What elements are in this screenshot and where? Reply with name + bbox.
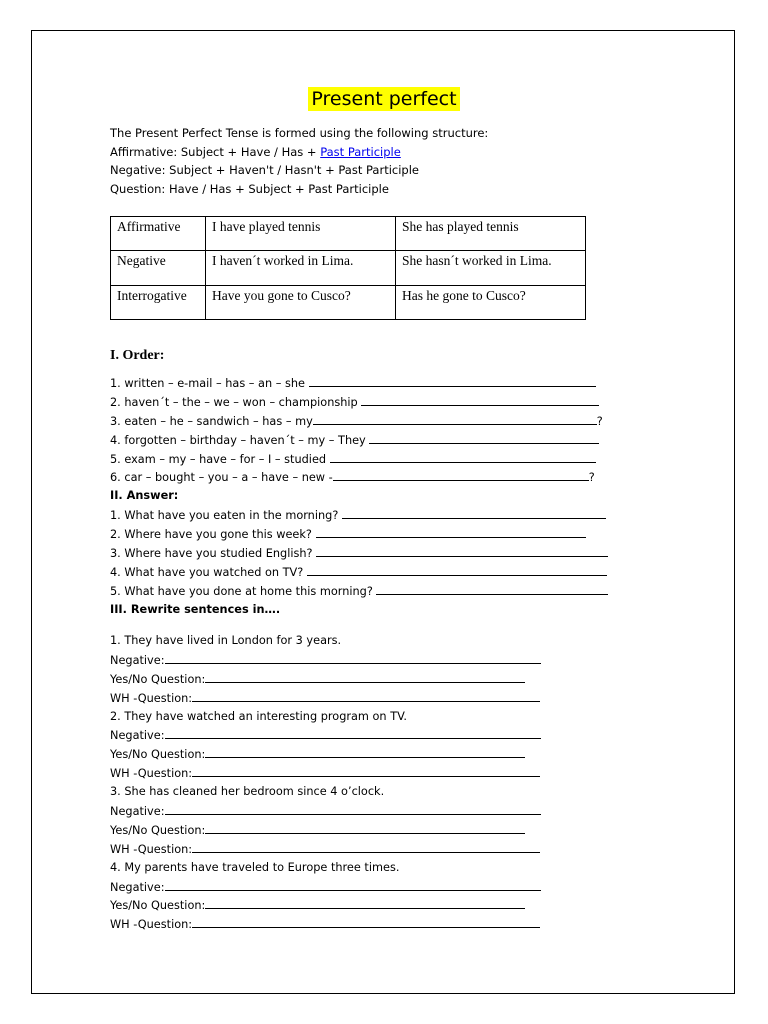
yesno-label: Yes/No Question: bbox=[110, 672, 206, 686]
yesno-label: Yes/No Question: bbox=[110, 899, 206, 913]
answer-item-text: 3. Where have you studied English? bbox=[110, 547, 317, 561]
wh-label: WH -Question: bbox=[110, 767, 193, 781]
order-item-end: ? bbox=[596, 414, 603, 428]
order-item-text: 4. forgotten – birthday – haven´t – my – They bbox=[110, 433, 370, 447]
wh-row bbox=[110, 840, 541, 859]
answer-heading: II. Answer: bbox=[110, 489, 179, 503]
intro-structure-line: The Present Perfect Tense is formed using the following structure: bbox=[110, 126, 489, 140]
yesno-row bbox=[110, 745, 541, 764]
rewrite-sentence: 2. They have watched an interesting program on TV. bbox=[110, 709, 407, 723]
rewrite-block bbox=[110, 632, 541, 934]
table-cell: She hasn´t worked in Lima. bbox=[396, 251, 586, 285]
table-cell: Has he gone to Cusco? bbox=[396, 285, 586, 319]
order-item-text: 6. car – bought – you – a – have – new - bbox=[110, 471, 333, 485]
order-item-text: 2. haven´t – the – we – won – championship bbox=[110, 395, 362, 409]
answer-blank[interactable] bbox=[165, 878, 541, 891]
order-item bbox=[110, 468, 608, 487]
answer-blank[interactable] bbox=[333, 468, 589, 481]
answer-blank[interactable] bbox=[192, 840, 540, 853]
table-cell: I haven´t worked in Lima. bbox=[206, 251, 396, 285]
tense-table bbox=[110, 216, 586, 320]
rewrite-sentence: 4. My parents have traveled to Europe three times. bbox=[110, 860, 400, 874]
rewrite-heading: III. Rewrite sentences in…. bbox=[110, 602, 281, 616]
answer-blank[interactable] bbox=[205, 821, 525, 834]
rewrite-sentence: 1. They have lived in London for 3 years. bbox=[110, 634, 342, 647]
yesno-row bbox=[110, 821, 541, 840]
answer-blank[interactable] bbox=[330, 450, 596, 463]
yesno-label: Yes/No Question: bbox=[110, 823, 206, 837]
table-row bbox=[111, 285, 586, 319]
negative-row bbox=[110, 726, 541, 745]
wh-row bbox=[110, 764, 541, 783]
answer-item-text: 5. What have you done at home this morning? bbox=[110, 584, 377, 598]
table-cell: Have you gone to Cusco? bbox=[206, 285, 396, 319]
order-item bbox=[110, 393, 608, 412]
order-item-text: 5. exam – my – have – for – I – studied bbox=[110, 452, 330, 466]
intro-affirmative bbox=[110, 143, 488, 162]
answer-blank[interactable] bbox=[342, 506, 606, 519]
intro-question: Question: Have / Has + Subject + Past Participle bbox=[110, 181, 389, 196]
order-item bbox=[110, 450, 608, 469]
order-item bbox=[110, 431, 608, 450]
answer-item-text: 4. What have you watched on TV? bbox=[110, 565, 307, 579]
answer-blank[interactable] bbox=[369, 431, 599, 444]
yesno-row bbox=[110, 896, 541, 915]
table-cell: I have played tennis bbox=[206, 217, 396, 251]
answer-blank[interactable] bbox=[205, 670, 525, 683]
order-and-answer-block bbox=[110, 374, 608, 620]
page-title: Present perfect bbox=[308, 87, 459, 111]
answer-item bbox=[110, 506, 608, 525]
negative-row bbox=[110, 878, 541, 897]
past-participle-link[interactable]: Past Participle bbox=[320, 144, 401, 159]
answer-item bbox=[110, 582, 608, 601]
answer-blank[interactable] bbox=[192, 689, 540, 702]
yesno-label: Yes/No Question: bbox=[110, 748, 206, 762]
answer-blank[interactable] bbox=[205, 745, 525, 758]
answer-blank[interactable] bbox=[316, 544, 608, 557]
table-row bbox=[111, 251, 586, 285]
table-cell: She has played tennis bbox=[396, 217, 586, 251]
answer-blank[interactable] bbox=[192, 915, 540, 928]
rewrite-sentence: 3. She has cleaned her bedroom since 4 o’clock. bbox=[110, 785, 385, 799]
answer-blank[interactable] bbox=[165, 726, 541, 739]
table-cell: Negative bbox=[111, 251, 206, 285]
answer-blank[interactable] bbox=[376, 582, 608, 595]
wh-row bbox=[110, 689, 541, 708]
answer-blank[interactable] bbox=[205, 896, 525, 909]
answer-blank[interactable] bbox=[307, 563, 607, 576]
negative-row bbox=[110, 802, 541, 821]
negative-label: Negative: bbox=[110, 653, 165, 667]
negative-label: Negative: bbox=[110, 729, 165, 743]
negative-row bbox=[110, 651, 541, 670]
affirmative-formula: Affirmative: Subject + Have / Has + bbox=[110, 144, 321, 159]
answer-item bbox=[110, 563, 608, 582]
answer-item bbox=[110, 525, 608, 544]
intro-negative: Negative: Subject + Haven't / Hasn't + Past Participle bbox=[110, 163, 419, 177]
negative-label: Negative: bbox=[110, 880, 165, 894]
table-cell: Affirmative bbox=[111, 217, 206, 251]
order-item-end: ? bbox=[588, 471, 595, 485]
answer-item-text: 1. What have you eaten in the morning? bbox=[110, 509, 342, 523]
wh-row bbox=[110, 915, 541, 934]
wh-label: WH -Question: bbox=[110, 691, 193, 705]
order-heading: I. Order: bbox=[110, 348, 165, 363]
wh-label: WH -Question: bbox=[110, 842, 193, 856]
answer-blank[interactable] bbox=[361, 393, 599, 406]
wh-label: WH -Question: bbox=[110, 918, 193, 932]
table-cell: Interrogative bbox=[111, 285, 206, 319]
answer-blank[interactable] bbox=[309, 374, 596, 387]
order-item-text: 1. written – e-mail – has – an – she bbox=[110, 377, 309, 390]
answer-blank[interactable] bbox=[165, 802, 541, 815]
order-item bbox=[110, 412, 608, 431]
answer-blank[interactable] bbox=[313, 412, 597, 425]
answer-item bbox=[110, 544, 608, 563]
order-item-text: 3. eaten – he – sandwich – has – my bbox=[110, 414, 313, 428]
answer-blank[interactable] bbox=[192, 764, 540, 777]
intro-block bbox=[110, 124, 488, 198]
title-wrap bbox=[0, 87, 768, 111]
yesno-row bbox=[110, 670, 541, 689]
answer-blank[interactable] bbox=[316, 525, 586, 538]
table-row bbox=[111, 217, 586, 251]
answer-item-text: 2. Where have you gone this week? bbox=[110, 528, 316, 542]
answer-blank[interactable] bbox=[165, 651, 541, 664]
order-item bbox=[110, 374, 608, 393]
negative-label: Negative: bbox=[110, 805, 165, 819]
